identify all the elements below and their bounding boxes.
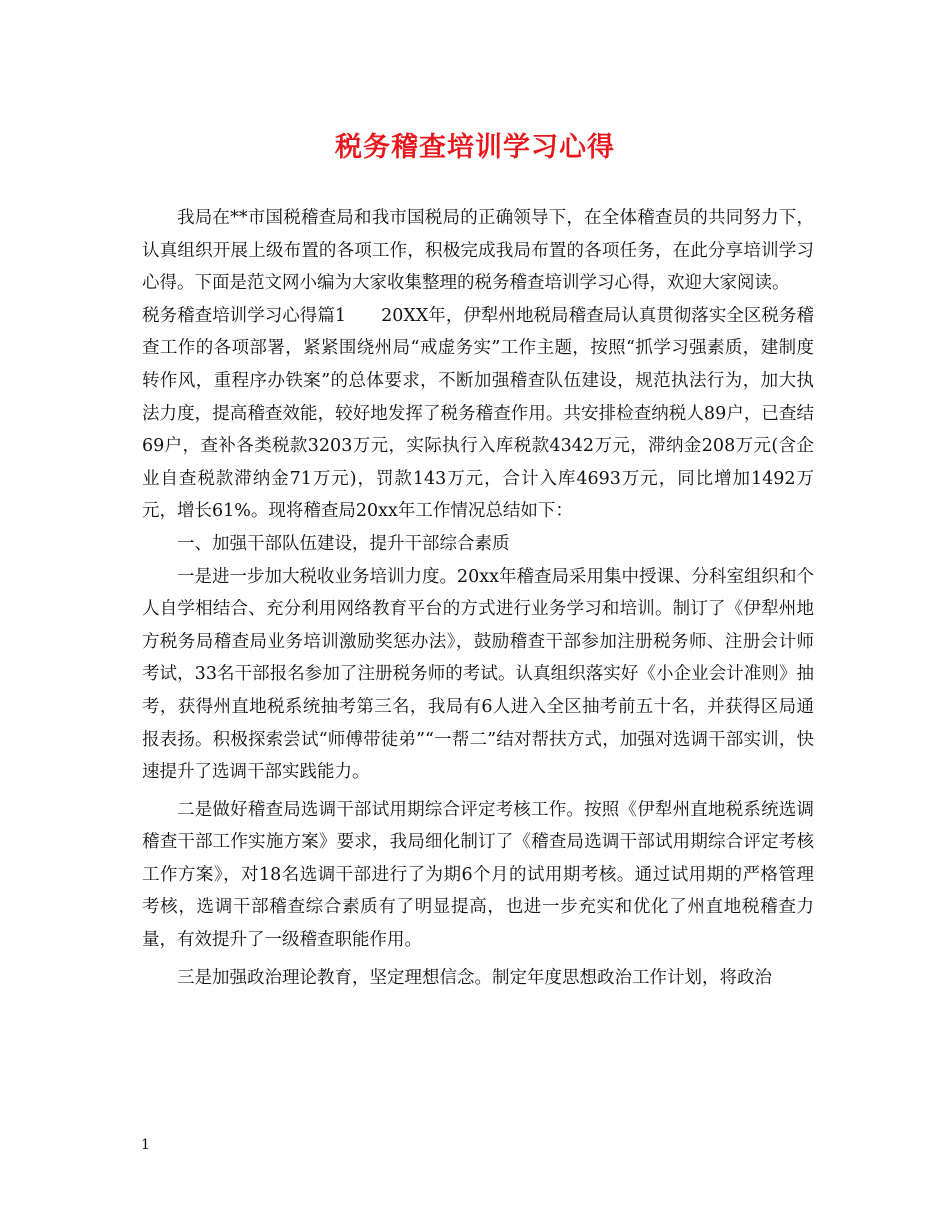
paragraph-intro: 我局在**市国税稽查局和我市国税局的正确领导下，在全体稽查员的共同努力下，认真组织开展上级布置的各项工作，积极完成我局布置的各项任务，在此分享培训学习心得。下面是范文网小编为大家收集整理的税务稽查培训学习心得，欢迎大家阅读。 — [142, 208, 814, 294]
heading-section-1: 一、加强干部队伍建设，提升干部综合素质 — [177, 533, 510, 554]
paragraph-point-2: 二是做好稽查局选调干部试用期综合评定考核工作。按照《伊犁州直地税系统选调稽查干部工作实施方案》要求，我局细化制订了《稽查局选调干部试用期综合评定考核工作方案》，对18名选调干部进行了为期6个月的试用期考核。通过试用期的严格管理考核，选调干部稽查综合素质有了明显提高，也进一步充实和优化了州直地税稽查力量，有效提升了一级稽查职能作用。 — [142, 799, 814, 951]
paragraph-point-3: 三是加强政治理论教育，坚定理想信念。制定年度思想政治工作计划，将政治 — [177, 967, 772, 988]
document-title: 税务稽查培训学习心得 — [335, 132, 615, 163]
page-number: 1 — [141, 1137, 150, 1153]
paragraph-point-1: 一是进一步加大税收业务培训力度。20xx年稽查局采用集中授课、分科室组织和个人自学相结合、充分利用网络教育平台的方式进行业务学习和培训。制订了《伊犁州地方税务局稽查局业务培训激励奖惩办法》，鼓励稽查干部参加注册税务师、注册会计师考试，33名干部报名参加了注册税务师的考试。认真组织落实好《小企业会计准则》抽考，获得州直地税系统抽考第三名，我局有6人进入全区抽考前五十名，并获得区局通报表扬。积极探索尝试“师傅带徒弟”“一帮二”结对帮扶方式，加强对选调干部实训，快速提升了选调干部实践能力。 — [142, 566, 815, 783]
paragraph-section-1: 税务稽查培训学习心得篇1 20XX年，伊犁州地税局稽查局认真贯彻落实全区税务稽查工作的各项部署，紧紧围绕州局“戒虚务实”工作主题，按照“抓学习强素质，建制度转作风，重程序办铁案”的总体要求，不断加强稽查队伍建设，规范执法行为，加大执法力度，提高稽查效能，较好地发挥了税务稽查作用。共安排检查纳税人89户，已查结69户，查补各类税款3203万元，实际执行入库税款4342万元，滞纳金208万元(含企业自查税款滞纳金71万元)，罚款143万元，合计入库4693万元，同比增加1492万元，增长61%。现将稽查局20xx年工作情况总结如下： — [142, 305, 814, 522]
document-body — [142, 202, 814, 994]
